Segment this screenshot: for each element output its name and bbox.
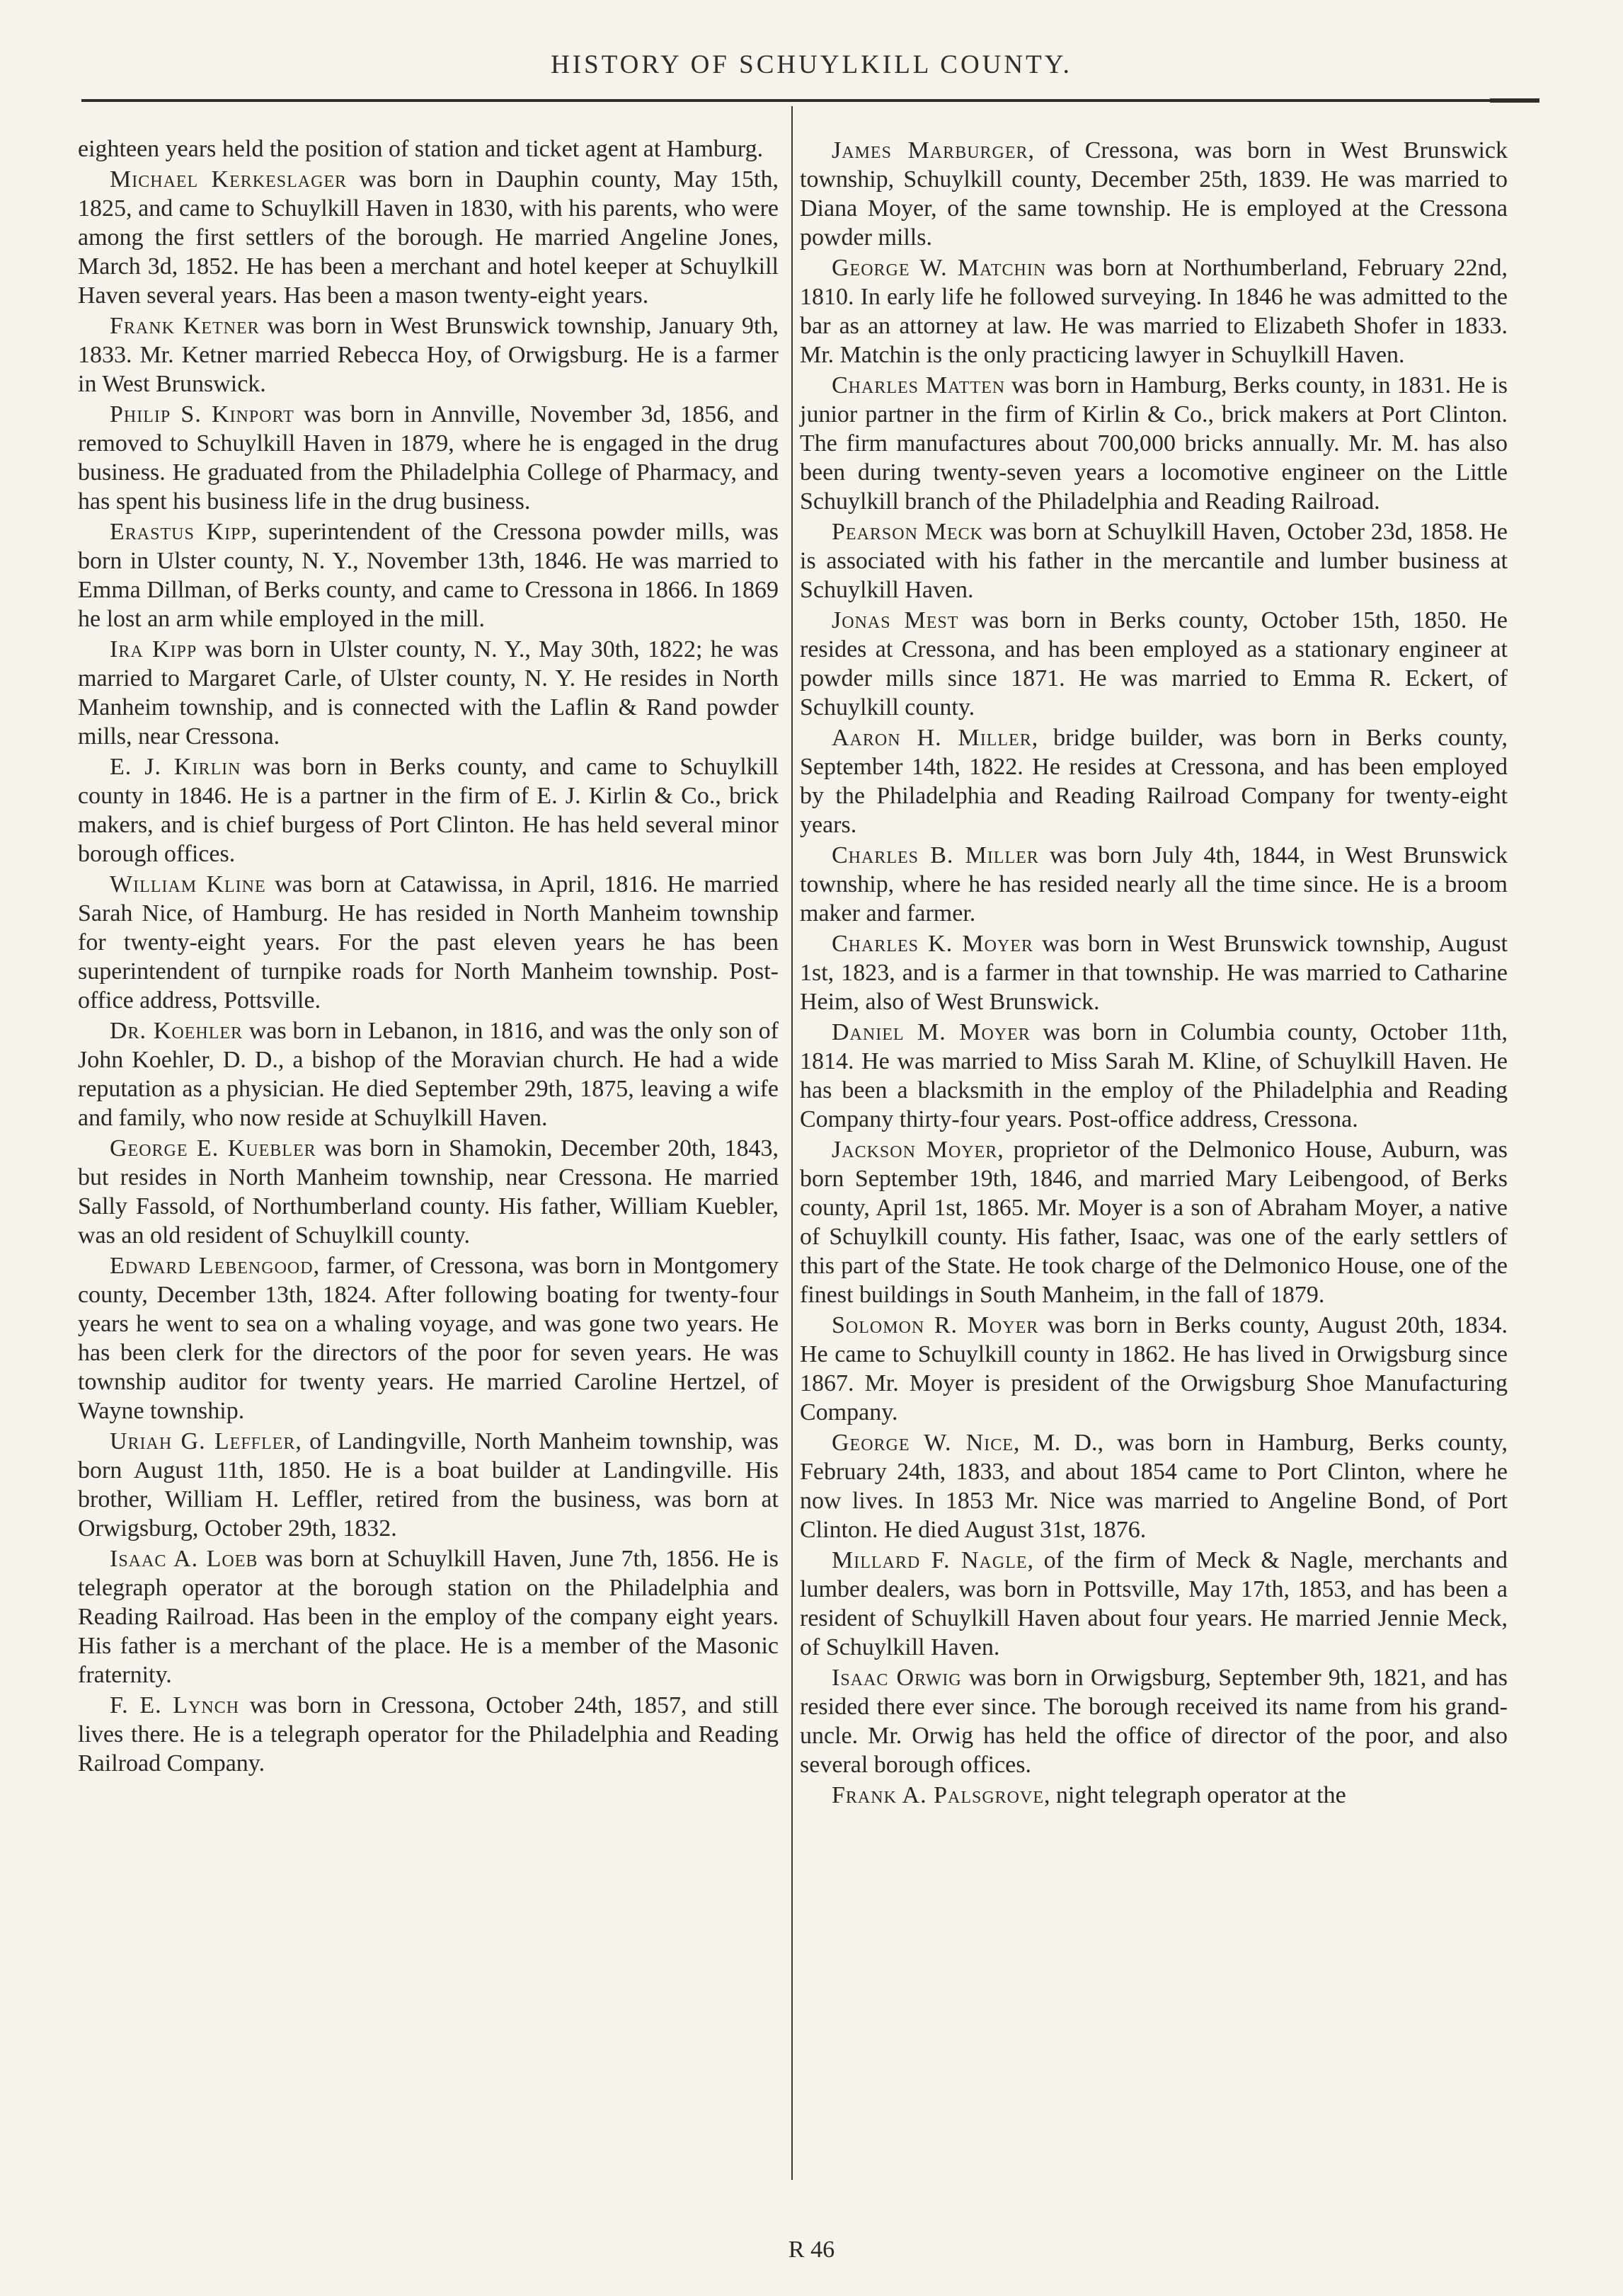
entry-name: Aaron H. Miller: [832, 725, 1032, 751]
entry-name: Isaac A. Loeb: [110, 1546, 258, 1572]
biography-entry: [78, 1016, 779, 1132]
biography-entry: [800, 1781, 1508, 1810]
entry-text: , bridge builder, was born in Berks county, September 14th, 1822. He resides at Cressona, and has been employed by the Philadelphia and Reading Railroad Company for twenty-eight years.: [800, 725, 1508, 838]
entry-name: Edward Lebengood: [110, 1253, 314, 1279]
biography-entry: [78, 1134, 779, 1250]
entry-name: George W. Matchin: [832, 255, 1047, 281]
entry-text: was born in Orwigsburg, September 9th, 1821, and has resided there ever since. The borough received its name from his grand-uncle. Mr. Orwig has held the office of director of the poor, and also several borough offices.: [800, 1665, 1508, 1778]
entry-text: was born in West Brunswick township, August 1st, 1823, and is a farmer in that township. He was married to Catharine Heim, also of West Brunswick.: [800, 931, 1508, 1015]
entry-name: Ira Kipp: [110, 636, 197, 662]
biography-entry: [800, 1546, 1508, 1662]
page-folio: R 46: [788, 2237, 835, 2263]
entry-name: Jonas Mest: [832, 607, 959, 633]
entry-name: Solomon R. Moyer: [832, 1312, 1039, 1338]
entry-text: was born in Columbia county, October 11th, 1814. He was married to Miss Sarah M. Kline, of Schuylkill Haven. He has been a blacksmith in the employ of the Philadelphia and Reading Company thirty-four years. Post-office address, Cressona.: [800, 1019, 1508, 1132]
biography-entry: [78, 1427, 779, 1543]
entry-name: Dr. Koehler: [110, 1018, 243, 1044]
entry-text: was born at Northumberland, February 22nd, 1810. In early life he followed surveying. In 1846 he was admitted to the bar as an attorney at law. He was married to Elizabeth Shofer in 1833. Mr. Matchin is the only practicing lawyer in Schuylkill Haven.: [800, 255, 1508, 368]
entry-name: Philip S. Kinport: [110, 401, 294, 427]
biography-entry: [800, 1428, 1508, 1544]
entry-text: , M. D., was born in Hamburg, Berks county, February 24th, 1833, and about 1854 came to Port Clinton, where he now lives. In 1853 Mr. Nice was married to Angeline Bond, of Port Clinton. He died August 31st, 1876.: [800, 1430, 1508, 1543]
entry-text: was born July 4th, 1844, in West Brunswick township, where he has resided nearly all the time since. He is a broom maker and farmer.: [800, 842, 1508, 926]
entry-name: William Kline: [110, 871, 266, 897]
entry-text: eighteen years held the position of station and ticket agent at Hamburg.: [78, 136, 764, 162]
entry-name: Daniel M. Moyer: [832, 1019, 1031, 1045]
entry-name: Charles Matten: [832, 372, 1006, 398]
biography-entry: [78, 1251, 779, 1425]
entry-name: Uriah G. Leffler: [110, 1428, 296, 1454]
header-rule: [81, 99, 1525, 102]
entry-text: was born at Schuylkill Haven, October 23d, 1858. He is associated with his father in the mercantile and lumber business at Schuylkill Haven.: [800, 519, 1508, 603]
entry-text: was born at Schuylkill Haven, June 7th, 1856. He is telegraph operator at the borough station on the Philadelphia and Reading Railroad. Has been in the employ of the company eight years. His father is a merchant of the place. He is a member of the Masonic fraternity.: [78, 1546, 779, 1688]
left-column: [78, 134, 779, 1778]
entry-name: Michael Kerkeslager: [110, 166, 348, 193]
entry-name: E. J. Kirlin: [110, 754, 241, 780]
biography-entry: [800, 517, 1508, 604]
biography-entry: [78, 1691, 779, 1778]
biography-entry: [800, 1135, 1508, 1309]
biography-entry: [78, 635, 779, 751]
entry-text: , of Cressona, was born in West Brunswick township, Schuylkill county, December 25th, 1839. He was married to Diana Moyer, of the same township. He is employed at the Cressona powder mills.: [800, 137, 1508, 251]
biography-entry: [800, 1663, 1508, 1779]
column-divider: [791, 106, 793, 2180]
entry-name: Charles B. Miller: [832, 842, 1039, 868]
entry-text: was born in Berks county, and came to Schuylkill county in 1846. He is a partner in the firm of E. J. Kirlin & Co., brick makers, and is chief burgess of Port Clinton. He has held several minor borough offices.: [78, 754, 779, 867]
entry-name: Erastus Kipp: [110, 519, 251, 545]
entry-text: , of Landingville, North Manheim township, was born August 11th, 1850. He is a boat builder at Landingville. His brother, William H. Leffler, retired from the business, was born at Orwigsburg, October 29th, 1832.: [78, 1428, 779, 1542]
entry-text: was born in Berks county, October 15th, 1850. He resides at Cressona, and has been employed as a stationary engineer at powder mills since 1871. He was married to Emma R. Eckert, of Schuylkill county.: [800, 607, 1508, 721]
running-title: HISTORY OF SCHUYLKILL COUNTY.: [551, 50, 1072, 79]
entry-name: George E. Kuebler: [110, 1135, 316, 1161]
biography-entry: [800, 1018, 1508, 1134]
biography-entry: [78, 134, 779, 163]
entry-text: was born in Cressona, October 24th, 1857, and still lives there. He is a telegraph operator for the Philadelphia and Reading Railroad Company.: [78, 1692, 779, 1776]
biography-entry: [78, 400, 779, 516]
entry-name: Millard F. Nagle: [832, 1547, 1028, 1573]
biography-entry: [78, 517, 779, 633]
biography-entry: [78, 1544, 779, 1689]
entry-name: Jackson Moyer: [832, 1137, 998, 1163]
entry-name: Frank A. Palsgrove: [832, 1782, 1045, 1808]
entry-text: , superintendent of the Cressona powder mills, was born in Ulster county, N. Y., November 13th, 1846. He was married to Emma Dillman, of Berks county, and came to Cressona in 1866. In 1869 he lost an arm while employed in the mill.: [78, 519, 779, 632]
entry-text: , of the firm of Meck & Nagle, merchants and lumber dealers, was born in Pottsville, May 17th, 1853, and has been a resident of Schuylkill Haven about four years. He married Jennie Meck, of Schuylkill Haven.: [800, 1547, 1508, 1660]
entry-text: was born in Shamokin, December 20th, 1843, but resides in North Manheim township, near Cressona. He married Sally Fassold, of Northumberland county. His father, William Kuebler, was an old resident of Schuylkill county.: [78, 1135, 779, 1249]
biography-entry: [800, 606, 1508, 722]
biography-entry: [800, 253, 1508, 369]
entry-name: F. E. Lynch: [110, 1692, 240, 1718]
entry-text: was born in Berks county, August 20th, 1834. He came to Schuylkill county in 1862. He has lived in Orwigsburg since 1867. Mr. Moyer is president of the Orwigsburg Shoe Manufacturing Company.: [800, 1312, 1508, 1425]
biography-entry: [800, 929, 1508, 1016]
biography-entry: [78, 165, 779, 310]
biography-entry: [78, 752, 779, 868]
entry-name: Charles K. Moyer: [832, 931, 1033, 957]
entry-name: Pearson Meck: [832, 519, 983, 545]
biography-entry: [800, 371, 1508, 516]
biography-entry: [78, 311, 779, 398]
biography-entry: [800, 136, 1508, 252]
entry-text: was born in Hamburg, Berks county, in 1831. He is junior partner in the firm of Kirlin & Co., brick makers at Port Clinton. The firm manufactures about 700,000 bricks annually. Mr. M. has also been during twenty-seven years a locomotive engineer on the Little Schuylkill branch of the Philadelphia and Reading Railroad.: [800, 372, 1508, 515]
entry-name: George W. Nice: [832, 1430, 1014, 1456]
entry-name: Frank Ketner: [110, 313, 260, 339]
biography-entry: [800, 841, 1508, 928]
biography-entry: [800, 723, 1508, 839]
entry-text: was born in Ulster county, N. Y., May 30th, 1822; he was married to Margaret Carle, of Ulster county, N. Y. He resides in North Manheim township, and is connected with the Laflin & Rand powder mills, near Cressona.: [78, 636, 779, 750]
entry-text: , farmer, of Cressona, was born in Montgomery county, December 13th, 1824. After following boating for twenty-four years he went to sea on a whaling voyage, and was gone two years. He has been clerk for the directors of the poor for seven years. He was township auditor for twenty years. He married Caroline Hertzel, of Wayne township.: [78, 1253, 779, 1424]
biography-entry: [800, 1311, 1508, 1427]
entry-text: , proprietor of the Delmonico House, Auburn, was born September 19th, 1846, and married Mary Leibengood, of Berks county, April 1st, 1865. Mr. Moyer is a son of Abraham Moyer, a native of Schuylkill county. His father, Isaac, was one of the early settlers of this part of the State. He took charge of the Delmonico House, one of the finest buildings in South Manheim, in the fall of 1879.: [800, 1137, 1508, 1308]
biography-entry: [78, 870, 779, 1015]
entry-text: , night telegraph operator at the: [1044, 1782, 1346, 1808]
entry-name: Isaac Orwig: [832, 1665, 962, 1691]
right-column: [800, 134, 1508, 1810]
entry-text: was born in West Brunswick township, January 9th, 1833. Mr. Ketner married Rebecca Hoy, of Orwigsburg. He is a farmer in West Brunswick.: [78, 313, 779, 397]
entry-text: was born in Annville, November 3d, 1856, and removed to Schuylkill Haven in 1879, where he is engaged in the drug business. He graduated from the Philadelphia College of Pharmacy, and has spent his business life in the drug business.: [78, 401, 779, 515]
entry-text: was born at Catawissa, in April, 1816. He married Sarah Nice, of Hamburg. He has resided in North Manheim township for twenty-eight years. For the past eleven years he has been superintendent of turnpike roads for North Manheim township. Post-office address, Pottsville.: [78, 871, 779, 1014]
entry-text: was born in Dauphin county, May 15th, 1825, and came to Schuylkill Haven in 1830, with his parents, who were among the first settlers of the borough. He married Angeline Jones, March 3d, 1852. He has been a merchant and hotel keeper at Schuylkill Haven several years. Has been a mason twenty-eight years.: [78, 166, 779, 309]
entry-name: James Marburger: [832, 137, 1028, 163]
entry-text: was born in Lebanon, in 1816, and was the only son of John Koehler, D. D., a bishop of the Moravian church. He had a wide reputation as a physician. He died September 29th, 1875, leaving a wife and family, who now reside at Schuylkill Haven.: [78, 1018, 779, 1131]
